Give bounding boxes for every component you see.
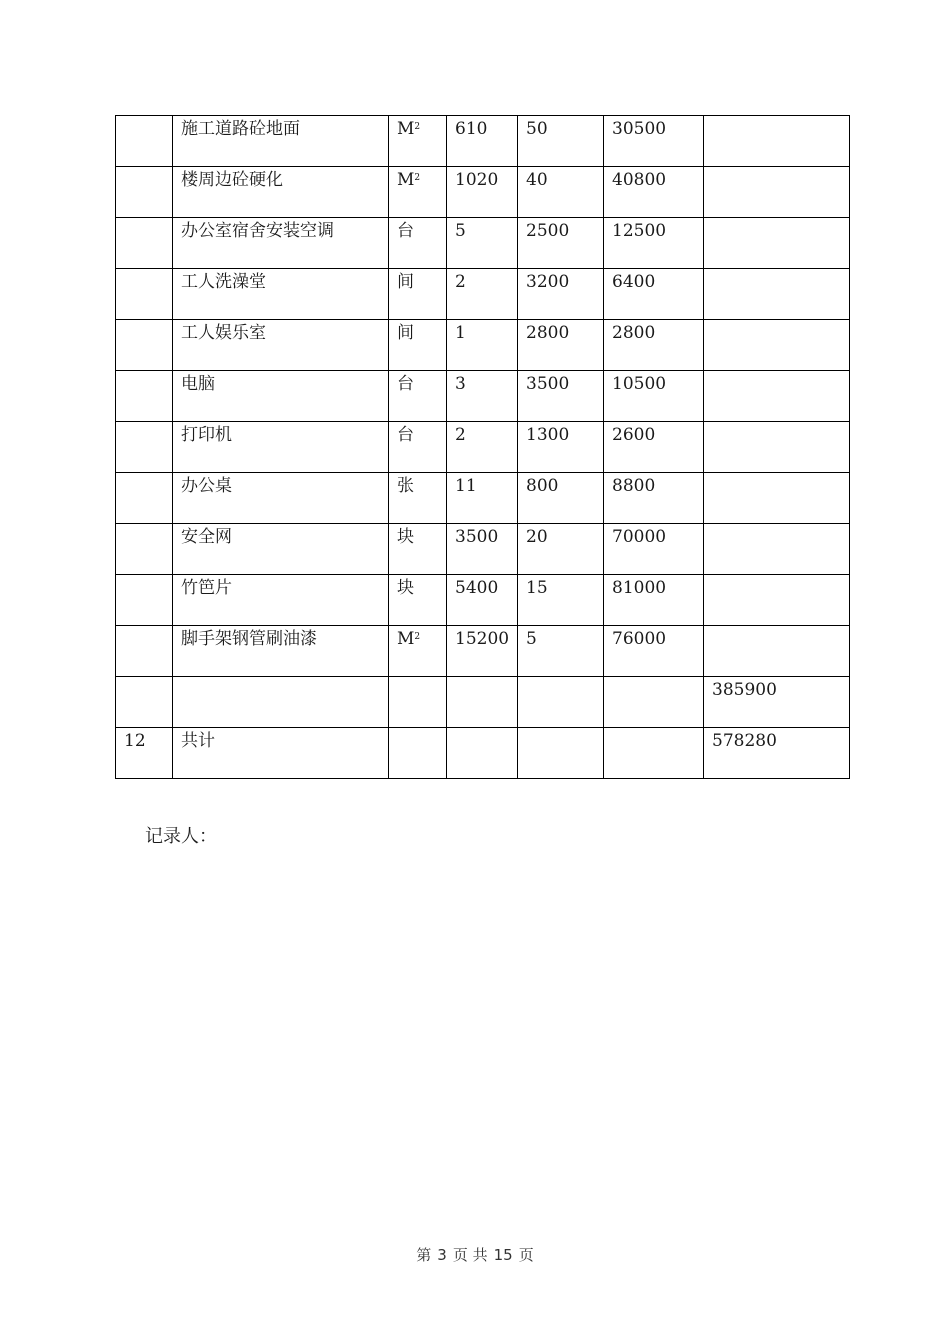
footer-prefix: 第 bbox=[416, 1246, 432, 1264]
cell-qty: 11 bbox=[447, 473, 518, 524]
unit-text: 块 bbox=[397, 578, 414, 598]
cell-qty: 2 bbox=[447, 422, 518, 473]
cell-price: 50 bbox=[518, 116, 604, 167]
cell-item: 电脑 bbox=[173, 371, 389, 422]
cell-subtotal bbox=[704, 218, 850, 269]
cell-no bbox=[116, 167, 173, 218]
table-row bbox=[116, 626, 850, 677]
cell-subtotal bbox=[704, 167, 850, 218]
footer-suffix: 页 bbox=[518, 1246, 534, 1264]
table-row bbox=[116, 422, 850, 473]
table-row bbox=[116, 218, 850, 269]
cell-price bbox=[518, 677, 604, 728]
footer-current-page: 3 bbox=[437, 1246, 447, 1264]
cell-qty: 3 bbox=[447, 371, 518, 422]
table-row bbox=[116, 677, 850, 728]
cell-price: 40 bbox=[518, 167, 604, 218]
cell-amount bbox=[604, 728, 704, 779]
recorder-label: 记录人： bbox=[145, 826, 217, 847]
cell-no bbox=[116, 422, 173, 473]
cell-price: 15 bbox=[518, 575, 604, 626]
table-row bbox=[116, 473, 850, 524]
cell-subtotal bbox=[704, 575, 850, 626]
cell-unit bbox=[389, 320, 447, 371]
cell-price: 3500 bbox=[518, 371, 604, 422]
unit-text: 台 bbox=[397, 221, 414, 241]
cell-subtotal bbox=[704, 269, 850, 320]
unit-text: 间 bbox=[397, 323, 414, 343]
cell-subtotal bbox=[704, 626, 850, 677]
unit-text: M bbox=[397, 629, 415, 649]
cell-item: 安全网 bbox=[173, 524, 389, 575]
cell-item: 办公桌 bbox=[173, 473, 389, 524]
cell-subtotal bbox=[704, 524, 850, 575]
cell-amount: 81000 bbox=[604, 575, 704, 626]
cell-no bbox=[116, 371, 173, 422]
cell-item: 竹笆片 bbox=[173, 575, 389, 626]
cell-no bbox=[116, 524, 173, 575]
cell-unit bbox=[389, 269, 447, 320]
cell-item: 工人洗澡堂 bbox=[173, 269, 389, 320]
table-row bbox=[116, 320, 850, 371]
cell-unit bbox=[389, 473, 447, 524]
table-row bbox=[116, 371, 850, 422]
cell-subtotal: 385900 bbox=[704, 677, 850, 728]
cell-item: 办公室宿舍安装空调 bbox=[173, 218, 389, 269]
cell-amount: 2600 bbox=[604, 422, 704, 473]
cell-qty bbox=[447, 677, 518, 728]
cell-no bbox=[116, 116, 173, 167]
cell-amount: 70000 bbox=[604, 524, 704, 575]
cell-subtotal bbox=[704, 371, 850, 422]
cell-amount: 12500 bbox=[604, 218, 704, 269]
cell-unit bbox=[389, 371, 447, 422]
cell-amount: 76000 bbox=[604, 626, 704, 677]
unit-text: 间 bbox=[397, 272, 414, 292]
table-row bbox=[116, 269, 850, 320]
cell-qty: 610 bbox=[447, 116, 518, 167]
cell-price: 1300 bbox=[518, 422, 604, 473]
table-row bbox=[116, 524, 850, 575]
table-body bbox=[116, 116, 850, 779]
unit-text: 台 bbox=[397, 425, 414, 445]
cell-unit bbox=[389, 524, 447, 575]
cell-subtotal bbox=[704, 422, 850, 473]
cell-unit bbox=[389, 116, 447, 167]
cell-subtotal bbox=[704, 320, 850, 371]
footer-total-pages: 15 bbox=[493, 1246, 513, 1264]
cell-qty: 3500 bbox=[447, 524, 518, 575]
cell-amount: 40800 bbox=[604, 167, 704, 218]
unit-superscript: 2 bbox=[414, 632, 421, 642]
cell-subtotal bbox=[704, 473, 850, 524]
cell-price: 800 bbox=[518, 473, 604, 524]
table-row bbox=[116, 728, 850, 779]
cell-amount: 10500 bbox=[604, 371, 704, 422]
cell-price bbox=[518, 728, 604, 779]
cell-amount bbox=[604, 677, 704, 728]
cell-item bbox=[173, 677, 389, 728]
cell-item: 工人娱乐室 bbox=[173, 320, 389, 371]
cell-subtotal bbox=[704, 116, 850, 167]
cell-no bbox=[116, 269, 173, 320]
cell-unit bbox=[389, 626, 447, 677]
cell-qty: 1020 bbox=[447, 167, 518, 218]
cell-no bbox=[116, 575, 173, 626]
unit-superscript: 2 bbox=[414, 173, 421, 183]
cell-no bbox=[116, 677, 173, 728]
cell-item: 打印机 bbox=[173, 422, 389, 473]
cell-unit bbox=[389, 728, 447, 779]
table-row bbox=[116, 167, 850, 218]
cell-qty: 5 bbox=[447, 218, 518, 269]
page-footer bbox=[0, 1244, 950, 1265]
cell-subtotal: 578280 bbox=[704, 728, 850, 779]
cell-no bbox=[116, 320, 173, 371]
unit-text: 台 bbox=[397, 374, 414, 394]
cell-qty: 2 bbox=[447, 269, 518, 320]
cell-item: 共计 bbox=[173, 728, 389, 779]
cell-unit bbox=[389, 167, 447, 218]
cell-unit bbox=[389, 677, 447, 728]
cell-price: 2800 bbox=[518, 320, 604, 371]
cell-qty: 5400 bbox=[447, 575, 518, 626]
cell-unit bbox=[389, 218, 447, 269]
cell-qty: 1 bbox=[447, 320, 518, 371]
cell-item: 脚手架钢管刷油漆 bbox=[173, 626, 389, 677]
cell-no: 12 bbox=[116, 728, 173, 779]
cell-amount: 8800 bbox=[604, 473, 704, 524]
cell-item: 施工道路砼地面 bbox=[173, 116, 389, 167]
cell-no bbox=[116, 218, 173, 269]
cell-price: 2500 bbox=[518, 218, 604, 269]
cell-amount: 30500 bbox=[604, 116, 704, 167]
cell-amount: 2800 bbox=[604, 320, 704, 371]
cell-price: 20 bbox=[518, 524, 604, 575]
cell-qty: 15200 bbox=[447, 626, 518, 677]
unit-text: 张 bbox=[397, 476, 414, 496]
cell-no bbox=[116, 626, 173, 677]
unit-text: 块 bbox=[397, 527, 414, 547]
cell-qty bbox=[447, 728, 518, 779]
table-row bbox=[116, 575, 850, 626]
footer-mid: 页 共 bbox=[452, 1246, 488, 1264]
cost-table bbox=[115, 115, 850, 779]
cell-unit bbox=[389, 422, 447, 473]
cell-price: 3200 bbox=[518, 269, 604, 320]
unit-text: M bbox=[397, 119, 415, 139]
unit-text: M bbox=[397, 170, 415, 190]
table-row bbox=[116, 116, 850, 167]
cell-amount: 6400 bbox=[604, 269, 704, 320]
cell-item: 楼周边砼硬化 bbox=[173, 167, 389, 218]
cell-unit bbox=[389, 575, 447, 626]
unit-superscript: 2 bbox=[414, 122, 421, 132]
cell-price: 5 bbox=[518, 626, 604, 677]
cell-no bbox=[116, 473, 173, 524]
